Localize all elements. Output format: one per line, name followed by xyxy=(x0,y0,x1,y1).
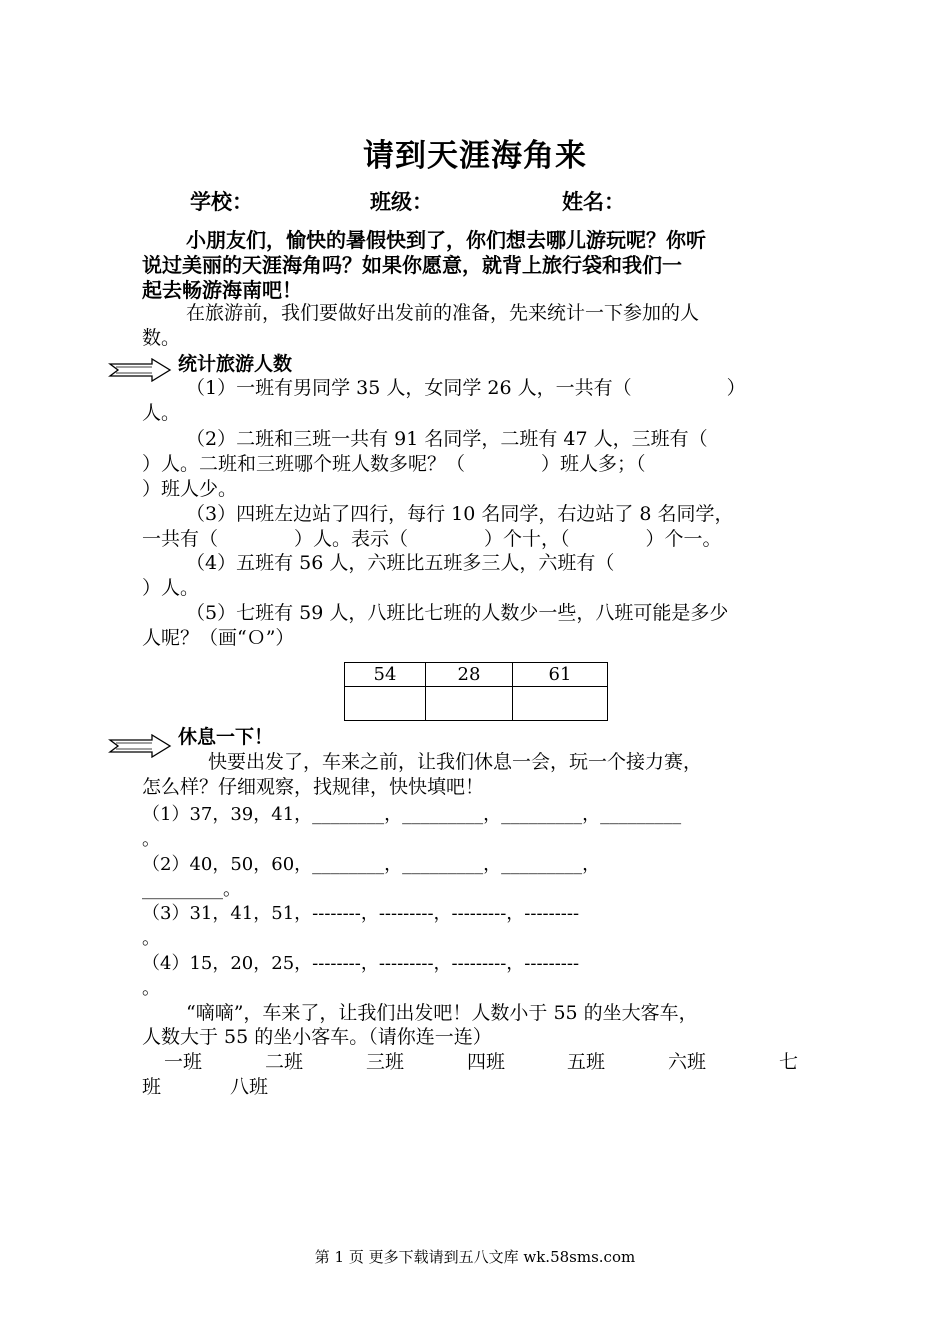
sequence-1-end: 。 xyxy=(142,829,160,850)
prep-line-2: 数。 xyxy=(142,327,181,349)
rest-line-2: 怎么样？仔细观察，找规律，快快填吧！ xyxy=(142,776,485,798)
intro-line-2: 说过美丽的天涯海角吗？如果你愿意，就背上旅行袋和我们一 xyxy=(142,253,682,277)
class-item: 一班 xyxy=(164,1051,203,1073)
name-label: 姓名： xyxy=(562,190,625,214)
bus-line-1: “嘀嘀”，车来了，让我们出发吧！人数小于 55 的坐大客车， xyxy=(186,1002,698,1024)
question-3-line-1: （3）四班左边站了四行，每行 10 名同学，右边站了 8 名同学， xyxy=(186,503,734,525)
table-row xyxy=(345,687,608,721)
prep-line-1: 在旅游前，我们要做好出发前的准备，先来统计一下参加的人 xyxy=(186,302,700,324)
arrow-icon xyxy=(108,734,172,758)
class-item: 五班 xyxy=(567,1051,606,1073)
question-2-line-1: （2）二班和三班一共有 91 名同学，二班有 47 人，三班有（ xyxy=(186,428,708,450)
question-2-line-2: ）人。二班和三班哪个班人数多呢？（ ）班人多；（ xyxy=(142,453,646,475)
sequence-4: （4）15，20，25，--------，---------，---------，--------- xyxy=(142,953,580,974)
class-item: 八班 xyxy=(230,1076,269,1098)
table-row xyxy=(345,663,608,687)
question-4-line-1: （4）五班有 56 人，六班比五班多三人，六班有（ xyxy=(186,552,615,574)
question-2-line-3: ）班人少。 xyxy=(142,478,238,500)
arrow-icon xyxy=(108,358,172,382)
question-1-line-2: 人。 xyxy=(142,402,181,424)
class-item: 三班 xyxy=(366,1051,405,1073)
table-cell: 54 xyxy=(345,663,426,687)
table-cell: 28 xyxy=(426,663,513,687)
sequence-2-end: _________。 xyxy=(142,879,241,900)
school-label: 学校： xyxy=(190,190,253,214)
class-item: 二班 xyxy=(265,1051,304,1073)
sequence-1: （1）37，39，41，________，_________，_________，_________ xyxy=(142,804,682,825)
question-5-line-2: 人呢？（画“Ｏ”） xyxy=(142,627,295,649)
intro-line-1: 小朋友们，愉快的暑假快到了，你们想去哪儿游玩呢？你听 xyxy=(186,228,706,252)
section-heading-rest: 休息一下！ xyxy=(178,726,274,748)
class-item: 六班 xyxy=(668,1051,707,1073)
question-1-line-1: （1）一班有男同学 35 人，女同学 26 人，一共有（ ） xyxy=(186,377,746,399)
table-cell: 61 xyxy=(513,663,608,687)
question-5-line-1: （5）七班有 59 人，八班比七班的人数少一些，八班可能是多少 xyxy=(186,602,729,624)
answer-cell[interactable] xyxy=(426,687,513,721)
sequence-2: （2）40，50，60，________，_________，_________， xyxy=(142,854,601,875)
bus-line-2: 人数大于 55 的坐小客车。（请你连一连） xyxy=(142,1026,492,1048)
class-item: 四班 xyxy=(467,1051,506,1073)
sequence-4-end: 。 xyxy=(142,978,160,999)
class-label: 班级： xyxy=(370,190,433,214)
page-title: 请到天涯海角来 xyxy=(363,138,587,174)
class-item: 班 xyxy=(142,1076,162,1098)
choice-table xyxy=(344,662,608,721)
sequence-3-end: 。 xyxy=(142,928,160,949)
question-3-line-2: 一共有（ ）人。表示（ ）个十，（ ）个一。 xyxy=(142,528,722,550)
rest-line-1: 快要出发了，车来之前，让我们休息一会，玩一个接力赛， xyxy=(208,751,703,773)
section-heading-count: 统计旅游人数 xyxy=(178,353,293,375)
class-item: 七 xyxy=(779,1051,799,1073)
page-footer: 第 1 页 更多下载请到五八文库 wk.58sms.com xyxy=(314,1248,636,1266)
sequence-3: （3）31，41，51，--------，---------，---------，--------- xyxy=(142,903,580,924)
intro-line-3: 起去畅游海南吧！ xyxy=(142,278,302,302)
answer-cell[interactable] xyxy=(345,687,426,721)
question-4-line-2: ）人。 xyxy=(142,577,200,599)
answer-cell[interactable] xyxy=(513,687,608,721)
